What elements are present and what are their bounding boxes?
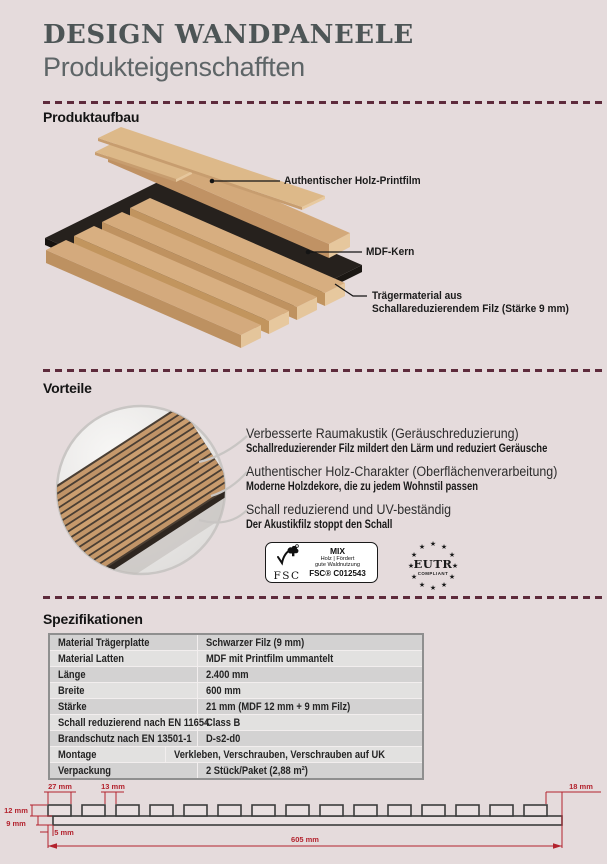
spec-label: Montage bbox=[50, 747, 165, 762]
spec-label: Verpackung bbox=[50, 763, 197, 778]
benefit-item bbox=[246, 502, 607, 532]
table-row bbox=[50, 635, 422, 650]
fsc-logo bbox=[271, 544, 303, 581]
table-row bbox=[50, 683, 422, 698]
benefit-item bbox=[246, 426, 607, 456]
page-title: DESIGN WANDPANEELE bbox=[43, 20, 414, 50]
spec-label: Stärke bbox=[50, 699, 197, 714]
benefit-title: Verbesserte Raumakustik (Geräuschreduzierung) bbox=[246, 426, 519, 441]
svg-text:★: ★ bbox=[407, 563, 415, 570]
spec-label: Material Trägerplatte bbox=[50, 635, 197, 650]
fsc-tree-check-icon bbox=[275, 544, 299, 567]
fsc-grade: MIX bbox=[329, 545, 346, 556]
svg-text:★: ★ bbox=[448, 552, 456, 559]
table-row bbox=[50, 651, 422, 666]
table-row bbox=[50, 699, 422, 714]
benefit-subtitle: Der Akustikfilz stoppt den Schall bbox=[246, 519, 393, 531]
spec-label: Material Latten bbox=[50, 651, 197, 666]
fsc-code: FSC® C012543 bbox=[309, 569, 366, 579]
cross-section-drawing bbox=[0, 778, 607, 864]
section-heading-vorteile: Vorteile bbox=[43, 380, 92, 396]
spec-label: Brandschutz nach EN 13501-1 bbox=[50, 731, 197, 746]
svg-text:★: ★ bbox=[448, 574, 456, 581]
svg-text:★: ★ bbox=[429, 585, 437, 592]
fsc-brand-text: FSC bbox=[273, 570, 301, 582]
panel-outline bbox=[48, 805, 562, 825]
section-heading-spezifikationen: Spezifikationen bbox=[43, 611, 143, 627]
dim-slat-width: 27 mm bbox=[48, 782, 72, 791]
spec-value: 2 Stück/Paket (2,88 m²) bbox=[198, 763, 422, 778]
fsc-certification-label bbox=[265, 542, 378, 583]
label-traegermaterial: Trägermaterial aus Schallareduzierendem Filz (Stärke 9 mm) bbox=[372, 290, 569, 315]
spec-value: Verkleben, Verschrauben, Verschrauben auf UK bbox=[166, 747, 422, 762]
benefit-connector-lines bbox=[185, 418, 250, 550]
dim-total-width: 605 mm bbox=[291, 835, 319, 844]
table-row bbox=[50, 667, 422, 682]
benefit-subtitle: Schallreduzierender Filz mildert den Lärm und reduziert Geräusche bbox=[246, 443, 548, 455]
svg-text:★: ★ bbox=[440, 544, 448, 551]
spec-label: Breite bbox=[50, 683, 197, 698]
benefit-title: Schall reduzierend und UV-beständig bbox=[246, 502, 452, 517]
specifications-table bbox=[48, 633, 424, 780]
table-row bbox=[50, 763, 422, 778]
svg-text:★: ★ bbox=[440, 582, 448, 589]
section-heading-produktaufbau: Produktaufbau bbox=[43, 109, 140, 125]
fsc-claim-line2: gute Waldnutzung bbox=[315, 562, 360, 569]
dim-slat-height: 12 mm bbox=[4, 806, 28, 815]
benefit-title: Authentischer Holz-Charakter (Oberflächenverarbeitung) bbox=[246, 464, 558, 479]
benefit-subtitle: Moderne Holzdekore, die zu jedem Wohnstil passen bbox=[246, 481, 478, 493]
label-printfilm: Authentischer Holz-Printfilm bbox=[284, 175, 421, 187]
table-row bbox=[50, 715, 422, 730]
label-mdf-kern: MDF-Kern bbox=[366, 246, 415, 258]
dim-felt-height: 9 mm bbox=[6, 819, 26, 828]
fsc-claim-line1: Holz | Fördert bbox=[320, 556, 355, 563]
svg-text:★: ★ bbox=[451, 563, 459, 570]
svg-text:★: ★ bbox=[418, 582, 426, 589]
spec-value: 2.400 mm bbox=[198, 667, 422, 682]
table-row bbox=[50, 731, 422, 746]
svg-text:★: ★ bbox=[410, 552, 418, 559]
eutr-title: EUTR bbox=[413, 557, 453, 571]
table-row bbox=[50, 747, 422, 762]
spec-label: Schall reduzierend nach EN 11654 bbox=[50, 715, 197, 730]
spec-value: Class B bbox=[198, 715, 422, 730]
spec-value: 600 mm bbox=[198, 683, 422, 698]
dim-edge-right: 18 mm bbox=[569, 782, 593, 791]
spec-value: D-s2-d0 bbox=[198, 731, 422, 746]
dim-gap: 13 mm bbox=[101, 782, 125, 791]
spec-value: MDF mit Printfilm ummantelt bbox=[198, 651, 422, 666]
divider-dashed bbox=[43, 596, 607, 599]
eutr-compliant-stamp bbox=[404, 537, 462, 595]
spec-value: 21 mm (MDF 12 mm + 9 mm Filz) bbox=[198, 699, 422, 714]
svg-text:★: ★ bbox=[429, 541, 437, 548]
benefit-item bbox=[246, 464, 607, 494]
spec-label: Länge bbox=[50, 667, 197, 682]
divider-dashed bbox=[43, 101, 607, 104]
dim-edge-left: 5 mm bbox=[54, 828, 74, 837]
svg-text:★: ★ bbox=[418, 544, 426, 551]
divider-dashed bbox=[43, 369, 607, 372]
page-subtitle: Produkteigenschafften bbox=[43, 52, 305, 82]
eutr-subtitle: COMPLIANT bbox=[417, 571, 449, 576]
spec-value: Schwarzer Filz (9 mm) bbox=[198, 635, 422, 650]
svg-text:★: ★ bbox=[410, 574, 418, 581]
